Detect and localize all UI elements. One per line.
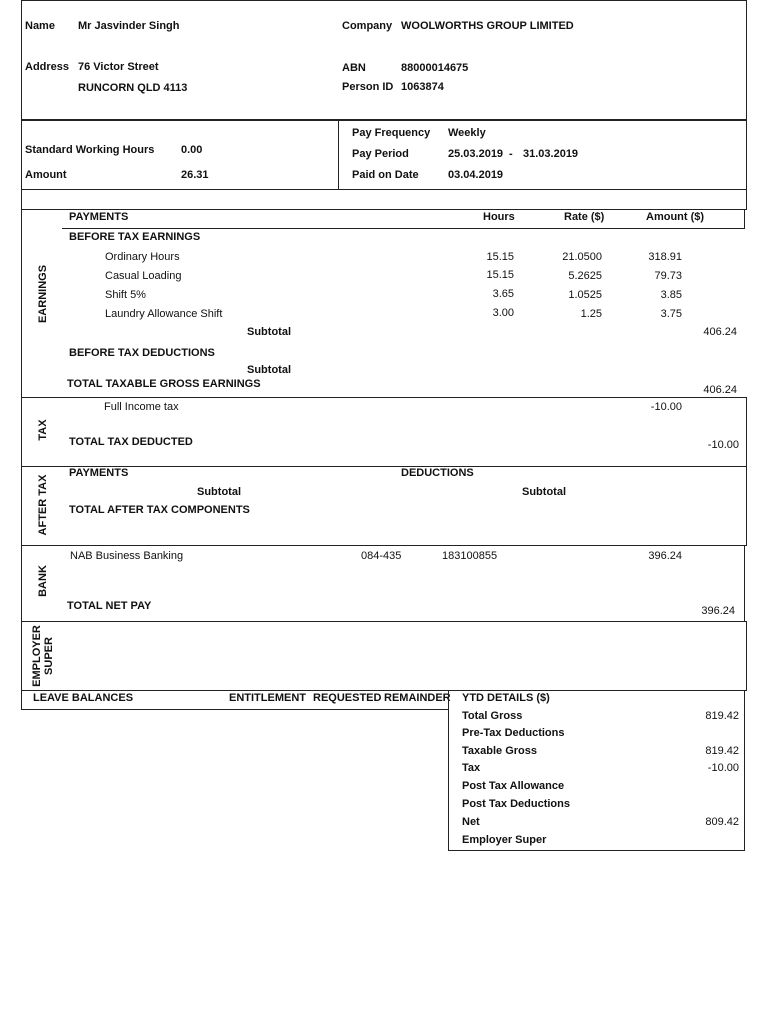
earning-amount: 79.73 — [654, 270, 682, 282]
earning-hours: 15.15 — [486, 251, 514, 263]
abn-label: ABN — [342, 62, 366, 74]
employer-super-line-2: SUPER — [43, 637, 55, 675]
ytd-row-label: Employer Super — [462, 834, 547, 846]
pay-period-label: Pay Period — [352, 148, 409, 160]
earnings-subtotal-label: Subtotal — [247, 326, 291, 338]
total-taxable-label: TOTAL TAXABLE GROSS EARNINGS — [67, 378, 261, 390]
employer-super-side-label — [31, 625, 55, 687]
ytd-header: YTD DETAILS ($) — [462, 692, 550, 704]
divider — [744, 209, 745, 229]
earning-rate: 1.0525 — [568, 289, 602, 301]
employee-name: Mr Jasvinder Singh — [78, 20, 180, 32]
divider — [338, 120, 339, 190]
total-after-tax-label: TOTAL AFTER TAX COMPONENTS — [69, 504, 250, 516]
earning-label: Casual Loading — [105, 270, 182, 282]
spacer-row — [21, 189, 747, 210]
address-label: Address — [25, 61, 70, 73]
leave-entitlement-header: ENTITLEMENT — [229, 692, 306, 704]
divider — [21, 120, 747, 121]
hours-header: Hours — [483, 211, 515, 223]
pay-period-separator: - — [509, 148, 513, 160]
earning-amount: 3.85 — [660, 289, 682, 301]
total-taxable-value: 406.24 — [703, 384, 737, 396]
bank-name: NAB Business Banking — [70, 550, 184, 562]
ytd-row-label: Net — [462, 816, 480, 828]
bank-account: 183100855 — [442, 550, 498, 562]
after-tax-payments-subtotal-label: Subtotal — [197, 486, 241, 498]
paid-on-label: Paid on Date — [352, 169, 419, 181]
amount-header: Amount ($) — [646, 211, 705, 223]
name-label: Name — [25, 20, 55, 32]
after-tax-deductions-subtotal-label: Subtotal — [522, 486, 566, 498]
earning-label: Laundry Allowance Shift — [105, 308, 223, 320]
company-label: Company — [342, 20, 393, 32]
leave-balances-header: LEAVE BALANCES — [33, 692, 134, 704]
address-line-1: 76 Victor Street — [78, 61, 159, 73]
address-line-2: RUNCORN QLD 4113 — [78, 82, 188, 94]
pay-period-start: 25.03.2019 — [448, 148, 504, 160]
divider — [744, 545, 745, 622]
tax-item-label: Full Income tax — [104, 401, 179, 413]
employee-details-box — [21, 0, 747, 120]
earning-label: Shift 5% — [105, 289, 146, 301]
tax-item-amount: -10.00 — [650, 401, 682, 413]
ytd-row-value: -10.00 — [707, 762, 739, 774]
earning-amount: 318.91 — [648, 251, 682, 263]
ytd-row-label: Taxable Gross — [462, 745, 537, 757]
ytd-row-label: Post Tax Deductions — [462, 798, 570, 810]
deductions-subtotal-label: Subtotal — [247, 364, 291, 376]
leave-requested-header: REQUESTED — [313, 692, 382, 704]
ytd-row-label: Total Gross — [462, 710, 523, 722]
std-hours-value: 0.00 — [181, 144, 203, 156]
after-tax-payments-header: PAYMENTS — [69, 467, 129, 479]
before-tax-deductions-heading: BEFORE TAX DEDUCTIONS — [69, 347, 215, 359]
leave-remainder-header: REMAINDER — [384, 692, 451, 704]
pay-period-end: 31.03.2019 — [523, 148, 579, 160]
rate-header: Rate ($) — [564, 211, 605, 223]
paid-on-value: 03.04.2019 — [448, 169, 504, 181]
pay-frequency-label: Pay Frequency — [352, 127, 431, 139]
after-tax-side-label: AFTER TAX — [37, 474, 49, 536]
earning-rate: 21.0500 — [562, 251, 602, 263]
amount-value: 26.31 — [181, 169, 209, 181]
ytd-row-value: 809.42 — [705, 816, 739, 828]
earning-hours: 15.15 — [486, 269, 514, 281]
employer-super-section — [21, 621, 747, 691]
total-net-pay-value: 396.24 — [701, 605, 735, 617]
earning-rate: 1.25 — [580, 308, 602, 320]
earnings-side-label: EARNINGS — [37, 264, 49, 324]
before-tax-earnings-heading: BEFORE TAX EARNINGS — [69, 231, 201, 243]
total-net-pay-label: TOTAL NET PAY — [67, 600, 152, 612]
after-tax-deductions-header: DEDUCTIONS — [401, 467, 474, 479]
abn-value: 88000014675 — [401, 62, 469, 74]
tax-side-label: TAX — [37, 419, 49, 441]
bank-side-label: BANK — [37, 565, 49, 597]
person-id-label: Person ID — [342, 81, 394, 93]
ytd-row-value: 819.42 — [705, 745, 739, 757]
earning-amount: 3.75 — [660, 308, 682, 320]
person-id-value: 1063874 — [401, 81, 444, 93]
pay-frequency-value: Weekly — [448, 127, 486, 139]
bank-bsb: 084-435 — [361, 550, 402, 562]
earning-label: Ordinary Hours — [105, 251, 180, 263]
earning-hours: 3.65 — [492, 288, 514, 300]
amount-label: Amount — [25, 169, 67, 181]
bank-amount: 396.24 — [648, 550, 682, 562]
ytd-row-label: Pre-Tax Deductions — [462, 727, 565, 739]
earning-hours: 3.00 — [492, 307, 514, 319]
total-tax-label: TOTAL TAX DEDUCTED — [69, 436, 193, 448]
header-underline — [62, 228, 744, 229]
total-tax-value: -10.00 — [707, 439, 739, 451]
ytd-row-value: 819.42 — [705, 710, 739, 722]
earning-rate: 5.2625 — [568, 270, 602, 282]
employer-super-line-1: EMPLOYER — [31, 625, 43, 687]
std-hours-label: Standard Working Hours — [25, 144, 155, 156]
payments-header: PAYMENTS — [69, 211, 129, 223]
ytd-row-label: Post Tax Allowance — [462, 780, 565, 792]
earnings-subtotal: 406.24 — [703, 326, 737, 338]
company-name: WOOLWORTHS GROUP LIMITED — [401, 20, 574, 32]
ytd-row-label: Tax — [462, 762, 481, 774]
